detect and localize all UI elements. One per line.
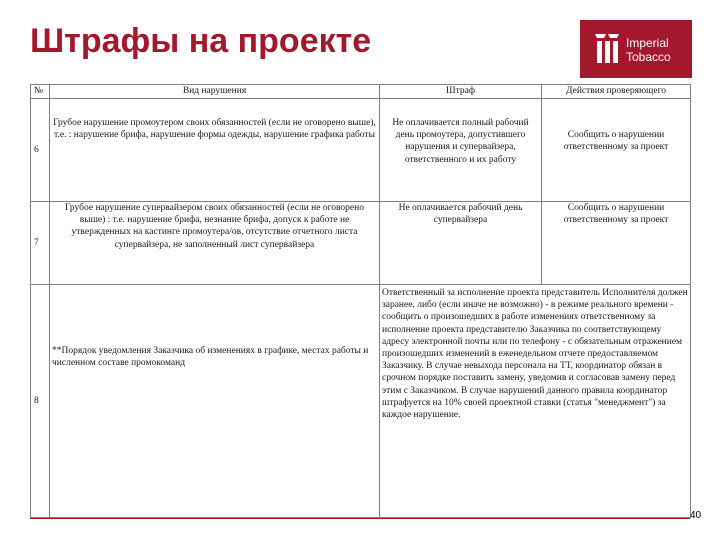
- column-header-fine: Штраф: [380, 85, 542, 99]
- row-violation: Грубое нарушение промоутером своих обязанностей (если не оговорено выше), т.е. : нарушение брифа, нарушение формы одежды, нарушение графика работы: [50, 99, 380, 202]
- fines-table-wrapper: [30, 84, 690, 432]
- column-header-number: №: [31, 85, 50, 99]
- row-fine: Не оплачивается полный рабочий день промоутера, допустившего нарушения и супервайзера, ответственного и их работу: [380, 99, 542, 202]
- fines-table: [30, 84, 691, 518]
- row-number: 7: [31, 202, 50, 285]
- row-fine: Ответственный за исполнение проекта представитель Исполнителя должен заранее, либо (если иначе не возможно) - в режиме реального времени - сообщить о произошедших в работе изменениях ответственному за исполнение проекта представителю Заказчика по соответствующему адресу электронной почты или по телефону - с обязательным отражением произошедших изменений в еженедельном отчете предоставляемом Заказчику. В случае невыхода персонала на ТТ, координатор обязан в срочном порядке поставить замену, уведомив и согласовав замену перед этим с Заказчиком. В случае нарушений данного правила координатор штрафуется на 10% своей проектной ставки (статья "менеджмент") за каждое нарушение.: [380, 285, 691, 518]
- footer-divider: [30, 518, 690, 519]
- row-fine: Не оплачивается рабочий день супервайзера: [380, 202, 542, 285]
- page-title: Штрафы на проекте: [30, 22, 372, 60]
- row-violation: Грубое нарушение супервайзером своих обязанностей (если не оговорено выше) : т.е. нарушение брифа, незнание брифа, допуск к работе не утвержденных на кастинге промоутера/ов, отсутствие отчетного листа супервайзера, не заполненный лист супервайзера: [50, 202, 380, 285]
- logo-line-2: Tobacco: [626, 50, 671, 64]
- page-number: 40: [690, 510, 702, 521]
- column-header-violation: Вид нарушения: [50, 85, 380, 99]
- table-row: [31, 202, 691, 285]
- row-violation: **Порядок уведомления Заказчика об изменениях в графике, местах работы и численном составе промокоманд: [50, 285, 380, 518]
- row-action: Сообщить о нарушении ответственному за проект: [542, 99, 691, 202]
- imperial-tobacco-logo: [580, 20, 692, 78]
- table-row: [31, 99, 691, 202]
- row-number: 6: [31, 99, 50, 202]
- row-number: 8: [31, 285, 50, 518]
- logo-line-1: Imperial: [626, 36, 669, 50]
- column-header-action: Действия проверяющего: [542, 85, 691, 99]
- row-action: Сообщить о нарушении ответственному за проект: [542, 202, 691, 285]
- brand-mark-icon: [592, 30, 622, 66]
- table-row: [31, 285, 691, 518]
- table-header-row: [31, 85, 691, 99]
